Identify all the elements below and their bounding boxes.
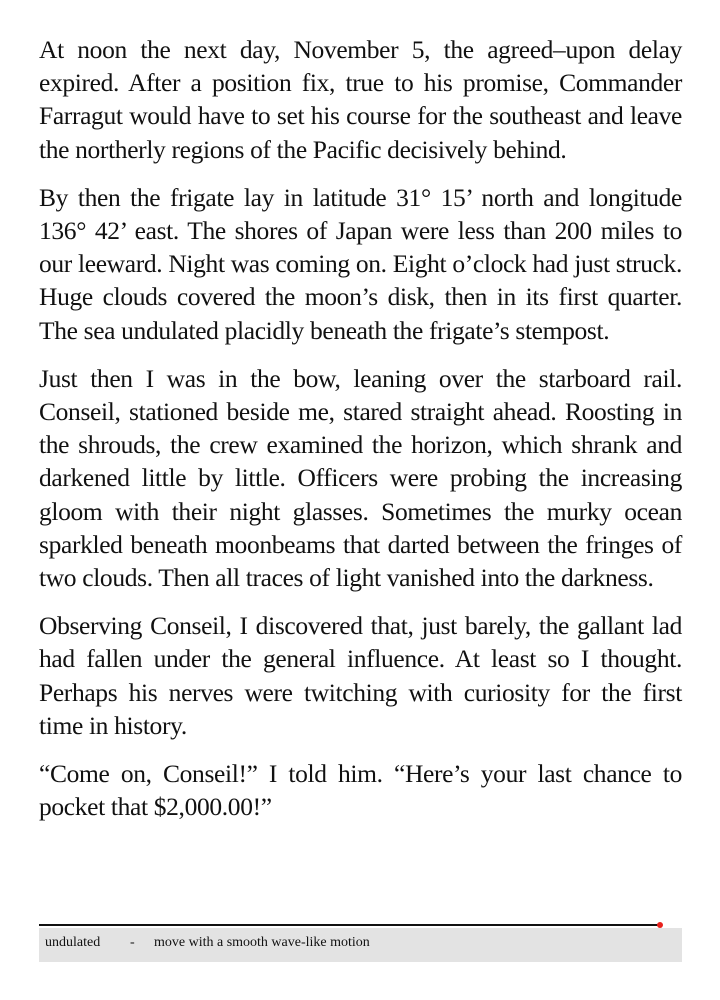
glossary-word: undulated bbox=[45, 935, 101, 950]
paragraph: At noon the next day, November 5, the agreed–upon delay expired. After a position fix, true to his promise, Commander Farragut would have to set his course for the southeast and leave the northerly regions of the Pacific decisively behind. bbox=[39, 35, 682, 164]
glossary-definition: move with a smooth wave-like motion bbox=[154, 935, 370, 950]
reading-progress-bar bbox=[39, 924, 660, 926]
paragraph: By then the frigate lay in latitude 31° 15’ north and longitude 136° 42’ east. The shores of Japan were less than 200 miles to our leeward. Night was coming on. Eight o’clock had just struck. Huge clouds covered the moon’s disk, then in its first quarter. The sea undulated placidly beneath the frigate’s stempost. bbox=[39, 182, 682, 345]
paragraph: “Come on, Conseil!” I told him. “Here’s your last chance to pocket that $2,000.00!” bbox=[39, 759, 682, 822]
paragraph: Just then I was in the bow, leaning over the starboard rail. Conseil, stationed beside me, stared straight ahead. Roosting in the shrouds, the crew examined the horizon, which shrank and darkened little by little. Officers were probing the increasing gloom with their night glasses. Sometimes the murky ocean sparkled beneath moonbeams that darted between the fringes of two clouds. Then all traces of light vanished into the darkness. bbox=[39, 363, 682, 593]
glossary-bar bbox=[39, 928, 682, 962]
paragraph: Observing Conseil, I discovered that, just barely, the gallant lad had fallen under the general influence. At least so I thought. Perhaps his nerves were twitching with curiosity for the first time in history. bbox=[39, 611, 682, 740]
page-text bbox=[39, 33, 682, 838]
glossary-separator: - bbox=[130, 935, 135, 950]
